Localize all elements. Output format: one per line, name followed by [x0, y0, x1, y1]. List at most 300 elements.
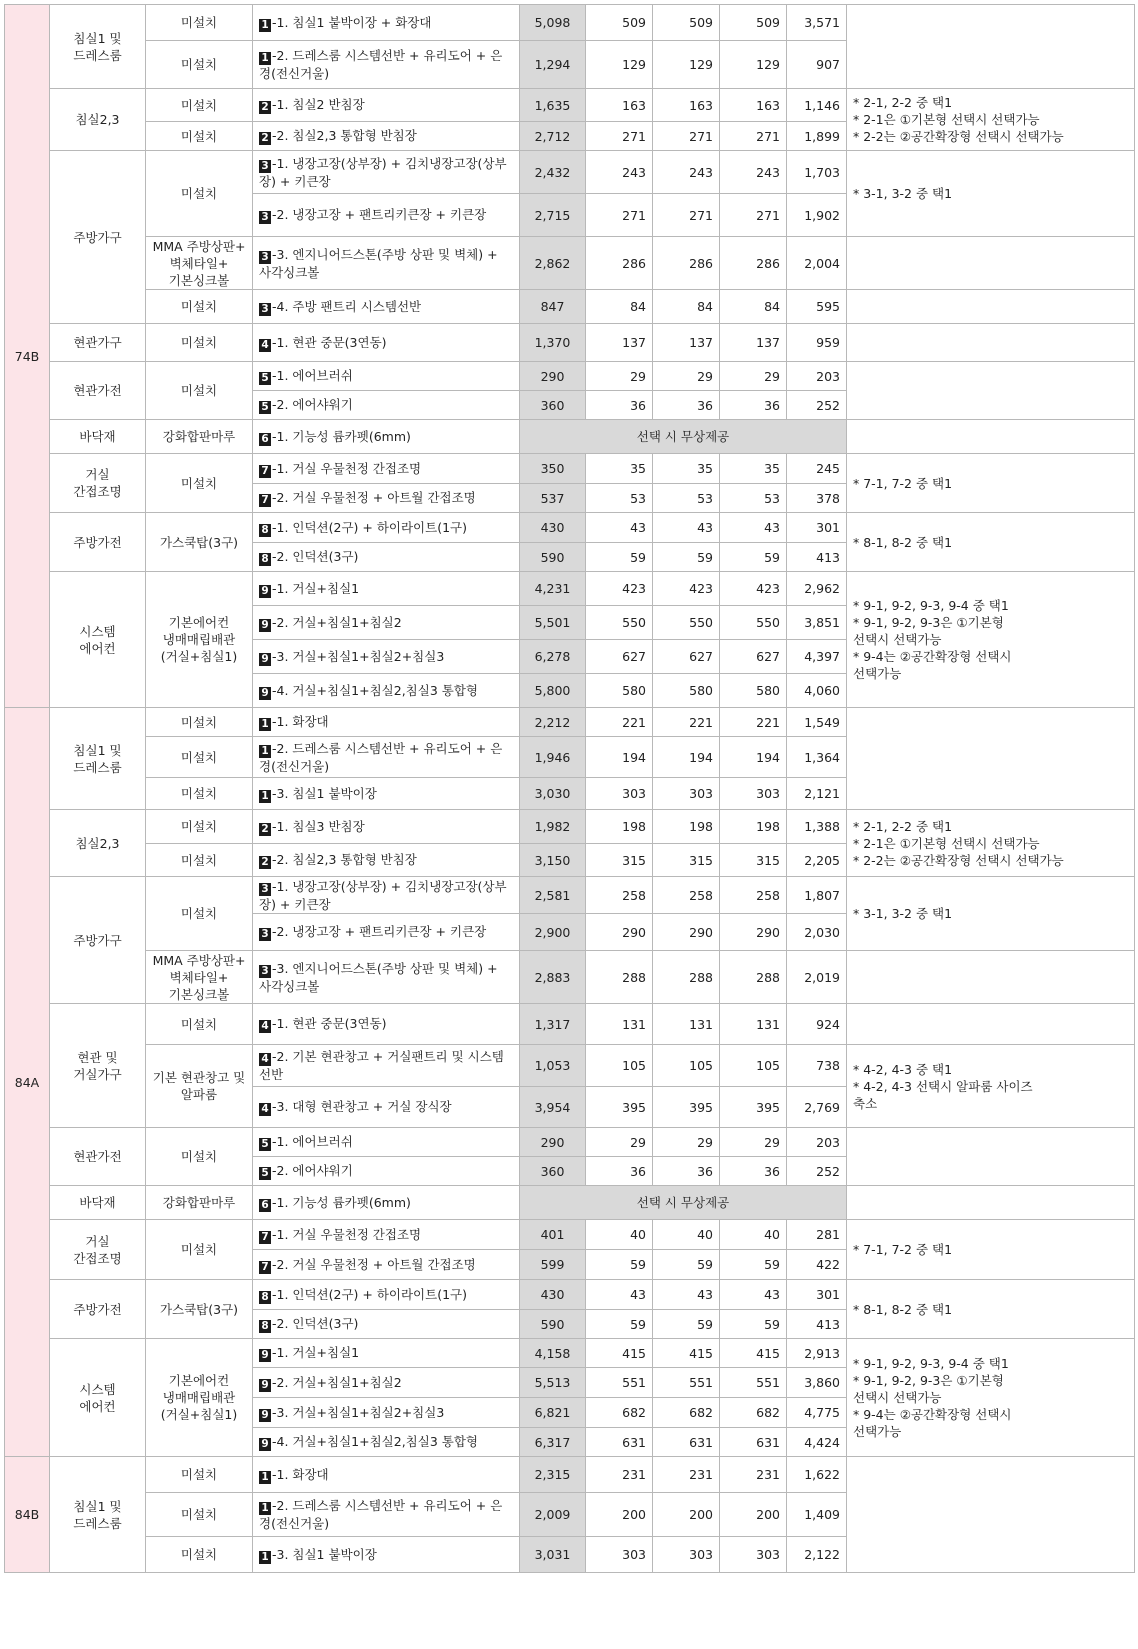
- base-spec-cell: 미설치: [146, 1537, 253, 1573]
- option-item-cell: [253, 810, 520, 844]
- note-cell: [847, 951, 1135, 1004]
- balance-price-cell: 1,364: [787, 737, 847, 778]
- category-cell: 침실1 및 드레스룸: [50, 708, 146, 810]
- balance-price-cell: 595: [787, 290, 847, 324]
- note-cell: [847, 1457, 1135, 1573]
- note-cell: * 8-1, 8-2 중 택1: [847, 1280, 1135, 1339]
- interim2-price-cell: 221: [720, 708, 787, 737]
- total-price-cell: 590: [520, 543, 586, 572]
- balance-price-cell: 1,807: [787, 877, 847, 914]
- total-price-cell: 430: [520, 1280, 586, 1310]
- option-number-badge: 9: [259, 585, 271, 598]
- option-item-text: -2. 거실 우물천정 + 아트월 간접조명: [272, 490, 476, 505]
- option-number-badge: 9: [259, 1409, 271, 1422]
- balance-price-cell: 2,205: [787, 844, 847, 877]
- option-item-text: -4. 거실+침실1+침실2,침실3 통합형: [272, 682, 478, 698]
- option-item-text: -1. 화장대: [272, 1466, 329, 1482]
- interim2-price-cell: 395: [720, 1087, 787, 1128]
- category-cell: 현관가전: [50, 1128, 146, 1186]
- option-item-text: -1. 에어브러쉬: [272, 368, 353, 383]
- total-price-cell: 3,031: [520, 1537, 586, 1573]
- note-cell: [847, 708, 1135, 810]
- total-price-cell: 290: [520, 362, 586, 391]
- option-item-text: -3. 대형 현관창고 + 거실 장식장: [272, 1099, 452, 1114]
- balance-price-cell: 1,409: [787, 1493, 847, 1537]
- interim2-price-cell: 129: [720, 41, 787, 89]
- balance-price-cell: 413: [787, 543, 847, 572]
- interim2-price-cell: 288: [720, 951, 787, 1004]
- option-item-cell: [253, 484, 520, 513]
- option-item-text: -3. 엔지니어드스톤(주방 상판 및 벽체) + 사각싱크볼: [259, 246, 498, 280]
- interim1-price-cell: 290: [653, 914, 720, 951]
- option-number-badge: 5: [259, 1138, 271, 1151]
- interim1-price-cell: 129: [653, 41, 720, 89]
- total-price-cell: 5,800: [520, 674, 586, 708]
- interim1-price-cell: 53: [653, 484, 720, 513]
- interim1-price-cell: 271: [653, 194, 720, 237]
- balance-price-cell: 2,030: [787, 914, 847, 951]
- interim2-price-cell: 43: [720, 513, 787, 543]
- balance-price-cell: 245: [787, 454, 847, 484]
- option-item-text: -1. 침실2 반침장: [272, 97, 365, 112]
- note-cell: * 3-1, 3-2 중 택1: [847, 877, 1135, 951]
- balance-price-cell: 2,121: [787, 778, 847, 810]
- option-number-badge: 3: [259, 965, 271, 978]
- table-row: [5, 1220, 1135, 1250]
- interim2-price-cell: 137: [720, 324, 787, 362]
- interim1-price-cell: 415: [653, 1339, 720, 1368]
- table-row: [5, 362, 1135, 391]
- interim1-price-cell: 29: [653, 1128, 720, 1157]
- balance-price-cell: 3,571: [787, 5, 847, 41]
- option-item-text: -2. 거실+침실1+침실2: [272, 1374, 402, 1390]
- category-cell: 현관가전: [50, 362, 146, 420]
- option-item-text: -2. 냉장고장 + 팬트리키큰장 + 키큰장: [272, 924, 487, 939]
- total-price-cell: 537: [520, 484, 586, 513]
- interim1-price-cell: 105: [653, 1045, 720, 1087]
- interim1-price-cell: 258: [653, 877, 720, 914]
- interim2-price-cell: 36: [720, 391, 787, 420]
- total-price-cell: 1,294: [520, 41, 586, 89]
- category-cell: 주방가전: [50, 1280, 146, 1339]
- interim1-price-cell: 286: [653, 237, 720, 290]
- option-number-badge: 2: [259, 856, 271, 869]
- option-number-badge: 7: [259, 1261, 271, 1274]
- total-price-cell: 4,158: [520, 1339, 586, 1368]
- option-item-text: -2. 기본 현관창고 + 거실팬트리 및 시스템선반: [259, 1049, 504, 1082]
- balance-price-cell: 1,902: [787, 194, 847, 237]
- contract-price-cell: 580: [586, 674, 653, 708]
- total-price-cell: 847: [520, 290, 586, 324]
- balance-price-cell: 203: [787, 1128, 847, 1157]
- contract-price-cell: 163: [586, 89, 653, 122]
- option-item-text: -3. 거실+침실1+침실2+침실3: [272, 648, 445, 664]
- balance-price-cell: 1,146: [787, 89, 847, 122]
- balance-price-cell: 203: [787, 362, 847, 391]
- option-item-cell: [253, 1428, 520, 1457]
- interim1-price-cell: 303: [653, 778, 720, 810]
- interim2-price-cell: 231: [720, 1457, 787, 1493]
- table-row: [5, 572, 1135, 606]
- option-number-badge: 1: [259, 745, 271, 758]
- option-item-cell: [253, 122, 520, 151]
- option-item-cell: [253, 290, 520, 324]
- balance-price-cell: 924: [787, 1004, 847, 1045]
- option-number-badge: 6: [259, 1199, 271, 1212]
- option-number-badge: 4: [259, 1020, 271, 1033]
- total-price-cell: 1,317: [520, 1004, 586, 1045]
- base-spec-cell: 미설치: [146, 1493, 253, 1537]
- balance-price-cell: 1,899: [787, 122, 847, 151]
- base-spec-cell: MMA 주방상판+ 벽체타일+ 기본싱크볼: [146, 951, 253, 1004]
- total-price-cell: 290: [520, 1128, 586, 1157]
- contract-price-cell: 682: [586, 1398, 653, 1428]
- category-cell: 현관 및 거실가구: [50, 1004, 146, 1128]
- note-cell: [847, 5, 1135, 89]
- contract-price-cell: 303: [586, 1537, 653, 1573]
- base-spec-cell: 미설치: [146, 454, 253, 513]
- option-item-text: -1. 현관 중문(3연동): [272, 334, 387, 350]
- option-number-badge: 4: [259, 1103, 271, 1116]
- note-cell: * 7-1, 7-2 중 택1: [847, 454, 1135, 513]
- interim2-price-cell: 35: [720, 454, 787, 484]
- interim2-price-cell: 271: [720, 194, 787, 237]
- option-item-text: -1. 거실 우물천정 간접조명: [272, 460, 422, 476]
- note-cell: [847, 1004, 1135, 1045]
- note-cell: * 4-2, 4-3 중 택1 * 4-2, 4-3 선택시 알파룸 사이즈 축소: [847, 1045, 1135, 1128]
- contract-price-cell: 550: [586, 606, 653, 640]
- option-item-cell: [253, 420, 520, 454]
- contract-price-cell: 286: [586, 237, 653, 290]
- balance-price-cell: 252: [787, 1157, 847, 1186]
- base-spec-cell: 미설치: [146, 778, 253, 810]
- option-number-badge: 1: [259, 718, 271, 731]
- category-cell: 침실2,3: [50, 810, 146, 877]
- option-item-text: -3. 엔지니어드스톤(주방 상판 및 벽체) + 사각싱크볼: [259, 960, 498, 994]
- option-item-cell: [253, 1537, 520, 1573]
- interim2-price-cell: 29: [720, 1128, 787, 1157]
- contract-price-cell: 288: [586, 951, 653, 1004]
- total-price-cell: 2,432: [520, 151, 586, 194]
- balance-price-cell: 4,397: [787, 640, 847, 674]
- table-row: [5, 1457, 1135, 1493]
- option-item-cell: [253, 89, 520, 122]
- contract-price-cell: 84: [586, 290, 653, 324]
- option-item-cell: [253, 1368, 520, 1398]
- option-item-text: -1. 냉장고장(상부장) + 김치냉장고장(상부장) + 키큰장: [259, 878, 507, 912]
- interim2-price-cell: 243: [720, 151, 787, 194]
- option-item-cell: [253, 640, 520, 674]
- contract-price-cell: 290: [586, 914, 653, 951]
- option-item-cell: [253, 674, 520, 708]
- contract-price-cell: 40: [586, 1220, 653, 1250]
- table-row: [5, 454, 1135, 484]
- option-number-badge: 9: [259, 619, 271, 632]
- option-number-badge: 3: [259, 303, 271, 316]
- total-price-cell: 6,278: [520, 640, 586, 674]
- interim2-price-cell: 627: [720, 640, 787, 674]
- interim1-price-cell: 137: [653, 324, 720, 362]
- balance-price-cell: 3,860: [787, 1368, 847, 1398]
- option-item-cell: [253, 1087, 520, 1128]
- option-number-badge: 3: [259, 251, 271, 264]
- option-item-cell: [253, 1457, 520, 1493]
- option-number-badge: 6: [259, 433, 271, 446]
- contract-price-cell: 43: [586, 513, 653, 543]
- option-number-badge: 8: [259, 524, 271, 537]
- contract-price-cell: 423: [586, 572, 653, 606]
- option-item-cell: [253, 1004, 520, 1045]
- interim1-price-cell: 509: [653, 5, 720, 41]
- option-table-body: [5, 5, 1135, 1573]
- note-cell: [847, 290, 1135, 324]
- interim2-price-cell: 423: [720, 572, 787, 606]
- total-price-cell: 1,946: [520, 737, 586, 778]
- option-item-cell: [253, 324, 520, 362]
- interim2-price-cell: 551: [720, 1368, 787, 1398]
- total-price-cell: 2,212: [520, 708, 586, 737]
- option-number-badge: 3: [259, 883, 271, 896]
- balance-price-cell: 1,703: [787, 151, 847, 194]
- contract-price-cell: 59: [586, 543, 653, 572]
- option-item-text: -2. 거실 우물천정 + 아트월 간접조명: [272, 1256, 476, 1272]
- option-item-text: -2. 거실+침실1+침실2: [272, 614, 402, 630]
- table-row: [5, 877, 1135, 914]
- base-spec-cell: 기본에어컨 냉매매립배관 (거실+침실1): [146, 1339, 253, 1457]
- option-item-text: -3. 침실1 붙박이장: [272, 785, 377, 801]
- interim2-price-cell: 59: [720, 1310, 787, 1339]
- option-number-badge: 1: [259, 52, 271, 65]
- option-item-cell: [253, 1045, 520, 1087]
- table-row: [5, 151, 1135, 194]
- interim1-price-cell: 59: [653, 543, 720, 572]
- contract-price-cell: 59: [586, 1250, 653, 1280]
- balance-price-cell: 301: [787, 1280, 847, 1310]
- category-cell: 바닥재: [50, 420, 146, 454]
- balance-price-cell: 2,122: [787, 1537, 847, 1573]
- option-item-text: -2. 에어샤워기: [272, 1163, 353, 1178]
- option-item-cell: [253, 708, 520, 737]
- total-price-cell: 1,053: [520, 1045, 586, 1087]
- interim1-price-cell: 35: [653, 454, 720, 484]
- contract-price-cell: 315: [586, 844, 653, 877]
- option-item-cell: [253, 543, 520, 572]
- contract-price-cell: 627: [586, 640, 653, 674]
- total-price-cell: 3,030: [520, 778, 586, 810]
- contract-price-cell: 303: [586, 778, 653, 810]
- base-spec-cell: 미설치: [146, 810, 253, 844]
- option-item-cell: [253, 1398, 520, 1428]
- contract-price-cell: 29: [586, 362, 653, 391]
- table-row: [5, 89, 1135, 122]
- option-number-badge: 4: [259, 1053, 271, 1066]
- total-price-cell: 3,150: [520, 844, 586, 877]
- balance-price-cell: 422: [787, 1250, 847, 1280]
- total-price-cell: 2,715: [520, 194, 586, 237]
- interim2-price-cell: 415: [720, 1339, 787, 1368]
- category-cell: 시스템 에어컨: [50, 572, 146, 708]
- total-price-cell: 430: [520, 513, 586, 543]
- base-spec-cell: 미설치: [146, 1004, 253, 1045]
- contract-price-cell: 137: [586, 324, 653, 362]
- table-row: [5, 708, 1135, 737]
- table-row: [5, 237, 1135, 290]
- balance-price-cell: 2,019: [787, 951, 847, 1004]
- option-item-text: -3. 거실+침실1+침실2+침실3: [272, 1404, 445, 1420]
- balance-price-cell: 2,004: [787, 237, 847, 290]
- base-spec-cell: 미설치: [146, 151, 253, 237]
- option-item-text: -3. 침실1 붙박이장: [272, 1546, 377, 1562]
- base-spec-cell: 미설치: [146, 708, 253, 737]
- option-item-text: -4. 거실+침실1+침실2,침실3 통합형: [272, 1434, 478, 1449]
- total-price-cell: 360: [520, 391, 586, 420]
- option-item-text: -2. 드레스룸 시스템선반 + 유리도어 + 은경(전신거울): [259, 740, 503, 774]
- option-item-text: -1. 냉장고장(상부장) + 김치냉장고장(상부장) + 키큰장: [259, 155, 507, 189]
- option-number-badge: 9: [259, 687, 271, 700]
- free-provision-cell: 선택 시 무상제공: [520, 420, 847, 454]
- contract-price-cell: 105: [586, 1045, 653, 1087]
- interim2-price-cell: 303: [720, 1537, 787, 1573]
- table-row: [5, 5, 1135, 41]
- contract-price-cell: 53: [586, 484, 653, 513]
- option-item-cell: [253, 41, 520, 89]
- interim1-price-cell: 194: [653, 737, 720, 778]
- interim2-price-cell: 286: [720, 237, 787, 290]
- note-cell: * 3-1, 3-2 중 택1: [847, 151, 1135, 237]
- note-cell: * 9-1, 9-2, 9-3, 9-4 중 택1 * 9-1, 9-2, 9-3은 ①기본형 선택시 선택가능 * 9-4는 ②공간확장형 선택시 선택가능: [847, 1339, 1135, 1457]
- option-number-badge: 3: [259, 160, 271, 173]
- option-number-badge: 5: [259, 401, 271, 414]
- note-cell: * 7-1, 7-2 중 택1: [847, 1220, 1135, 1280]
- total-price-cell: 6,317: [520, 1428, 586, 1457]
- total-price-cell: 2,900: [520, 914, 586, 951]
- interim1-price-cell: 36: [653, 391, 720, 420]
- balance-price-cell: 2,913: [787, 1339, 847, 1368]
- interim1-price-cell: 59: [653, 1250, 720, 1280]
- base-spec-cell: 미설치: [146, 877, 253, 951]
- option-item-text: -1. 인덕션(2구) + 하이라이트(1구): [272, 1286, 467, 1302]
- contract-price-cell: 59: [586, 1310, 653, 1339]
- total-price-cell: 401: [520, 1220, 586, 1250]
- option-number-badge: 5: [259, 372, 271, 385]
- total-price-cell: 6,821: [520, 1398, 586, 1428]
- interim1-price-cell: 395: [653, 1087, 720, 1128]
- interim1-price-cell: 423: [653, 572, 720, 606]
- base-spec-cell: 미설치: [146, 324, 253, 362]
- base-spec-cell: 미설치: [146, 1220, 253, 1280]
- balance-price-cell: 4,060: [787, 674, 847, 708]
- note-cell: [847, 1128, 1135, 1186]
- option-item-cell: [253, 914, 520, 951]
- table-row: [5, 1128, 1135, 1157]
- option-item-text: -2. 인덕션(3구): [272, 1316, 359, 1331]
- interim1-price-cell: 131: [653, 1004, 720, 1045]
- total-price-cell: 2,883: [520, 951, 586, 1004]
- base-spec-cell: 미설치: [146, 290, 253, 324]
- contract-price-cell: 509: [586, 5, 653, 41]
- interim1-price-cell: 580: [653, 674, 720, 708]
- contract-price-cell: 395: [586, 1087, 653, 1128]
- interim1-price-cell: 631: [653, 1428, 720, 1457]
- interim1-price-cell: 231: [653, 1457, 720, 1493]
- total-price-cell: 2,315: [520, 1457, 586, 1493]
- balance-price-cell: 4,424: [787, 1428, 847, 1457]
- option-number-badge: 9: [259, 1438, 271, 1451]
- option-item-text: -2. 에어샤워기: [272, 397, 353, 412]
- option-number-badge: 1: [259, 1471, 271, 1484]
- option-item-text: -2. 드레스룸 시스템선반 + 유리도어 + 은경(전신거울): [259, 48, 503, 81]
- category-cell: 침실2,3: [50, 89, 146, 151]
- base-spec-cell: MMA 주방상판+ 벽체타일+ 기본싱크볼: [146, 237, 253, 290]
- interim2-price-cell: 303: [720, 778, 787, 810]
- contract-price-cell: 551: [586, 1368, 653, 1398]
- category-cell: 침실1 및 드레스룸: [50, 5, 146, 89]
- table-row: [5, 1339, 1135, 1368]
- interim2-price-cell: 682: [720, 1398, 787, 1428]
- table-row: [5, 951, 1135, 1004]
- option-number-badge: 7: [259, 494, 271, 507]
- category-cell: 주방가구: [50, 877, 146, 1004]
- contract-price-cell: 35: [586, 454, 653, 484]
- option-item-text: -2. 냉장고장 + 팬트리키큰장 + 키큰장: [272, 207, 487, 222]
- contract-price-cell: 271: [586, 194, 653, 237]
- option-item-text: -1. 거실+침실1: [272, 580, 360, 596]
- total-price-cell: 360: [520, 1157, 586, 1186]
- interim2-price-cell: 29: [720, 362, 787, 391]
- contract-price-cell: 131: [586, 1004, 653, 1045]
- contract-price-cell: 200: [586, 1493, 653, 1537]
- base-spec-cell: 미설치: [146, 737, 253, 778]
- base-spec-cell: 기본 현관창고 및 알파룸: [146, 1045, 253, 1128]
- option-number-badge: 3: [259, 211, 271, 224]
- option-item-text: -1. 기능성 륨카펫(6mm): [272, 1194, 411, 1210]
- interim1-price-cell: 43: [653, 1280, 720, 1310]
- interim1-price-cell: 163: [653, 89, 720, 122]
- option-number-badge: 8: [259, 1291, 271, 1304]
- balance-price-cell: 413: [787, 1310, 847, 1339]
- interim2-price-cell: 271: [720, 122, 787, 151]
- interim2-price-cell: 84: [720, 290, 787, 324]
- contract-price-cell: 258: [586, 877, 653, 914]
- contract-price-cell: 129: [586, 41, 653, 89]
- contract-price-cell: 415: [586, 1339, 653, 1368]
- base-spec-cell: 미설치: [146, 5, 253, 41]
- interim1-price-cell: 682: [653, 1398, 720, 1428]
- option-item-cell: [253, 951, 520, 1004]
- option-number-badge: 2: [259, 101, 271, 114]
- option-item-text: -4. 주방 팬트리 시스템선반: [272, 298, 422, 314]
- option-item-cell: [253, 1128, 520, 1157]
- contract-price-cell: 36: [586, 1157, 653, 1186]
- base-spec-cell: 기본에어컨 냉매매립배관 (거실+침실1): [146, 572, 253, 708]
- balance-price-cell: 252: [787, 391, 847, 420]
- unit-type-cell: 74B: [5, 5, 50, 708]
- unit-type-cell: 84B: [5, 1457, 50, 1573]
- note-cell: * 2-1, 2-2 중 택1 * 2-1은 ①기본형 선택시 선택가능 * 2-2는 ②공간확장형 선택시 선택가능: [847, 810, 1135, 877]
- option-item-cell: [253, 877, 520, 914]
- total-price-cell: 2,712: [520, 122, 586, 151]
- interim1-price-cell: 551: [653, 1368, 720, 1398]
- category-cell: 시스템 에어컨: [50, 1339, 146, 1457]
- option-number-badge: 4: [259, 339, 271, 352]
- option-item-text: -1. 현관 중문(3연동): [272, 1016, 387, 1031]
- interim2-price-cell: 40: [720, 1220, 787, 1250]
- option-item-cell: [253, 572, 520, 606]
- interim1-price-cell: 315: [653, 844, 720, 877]
- interim1-price-cell: 40: [653, 1220, 720, 1250]
- category-cell: 주방가구: [50, 151, 146, 324]
- option-number-badge: 3: [259, 928, 271, 941]
